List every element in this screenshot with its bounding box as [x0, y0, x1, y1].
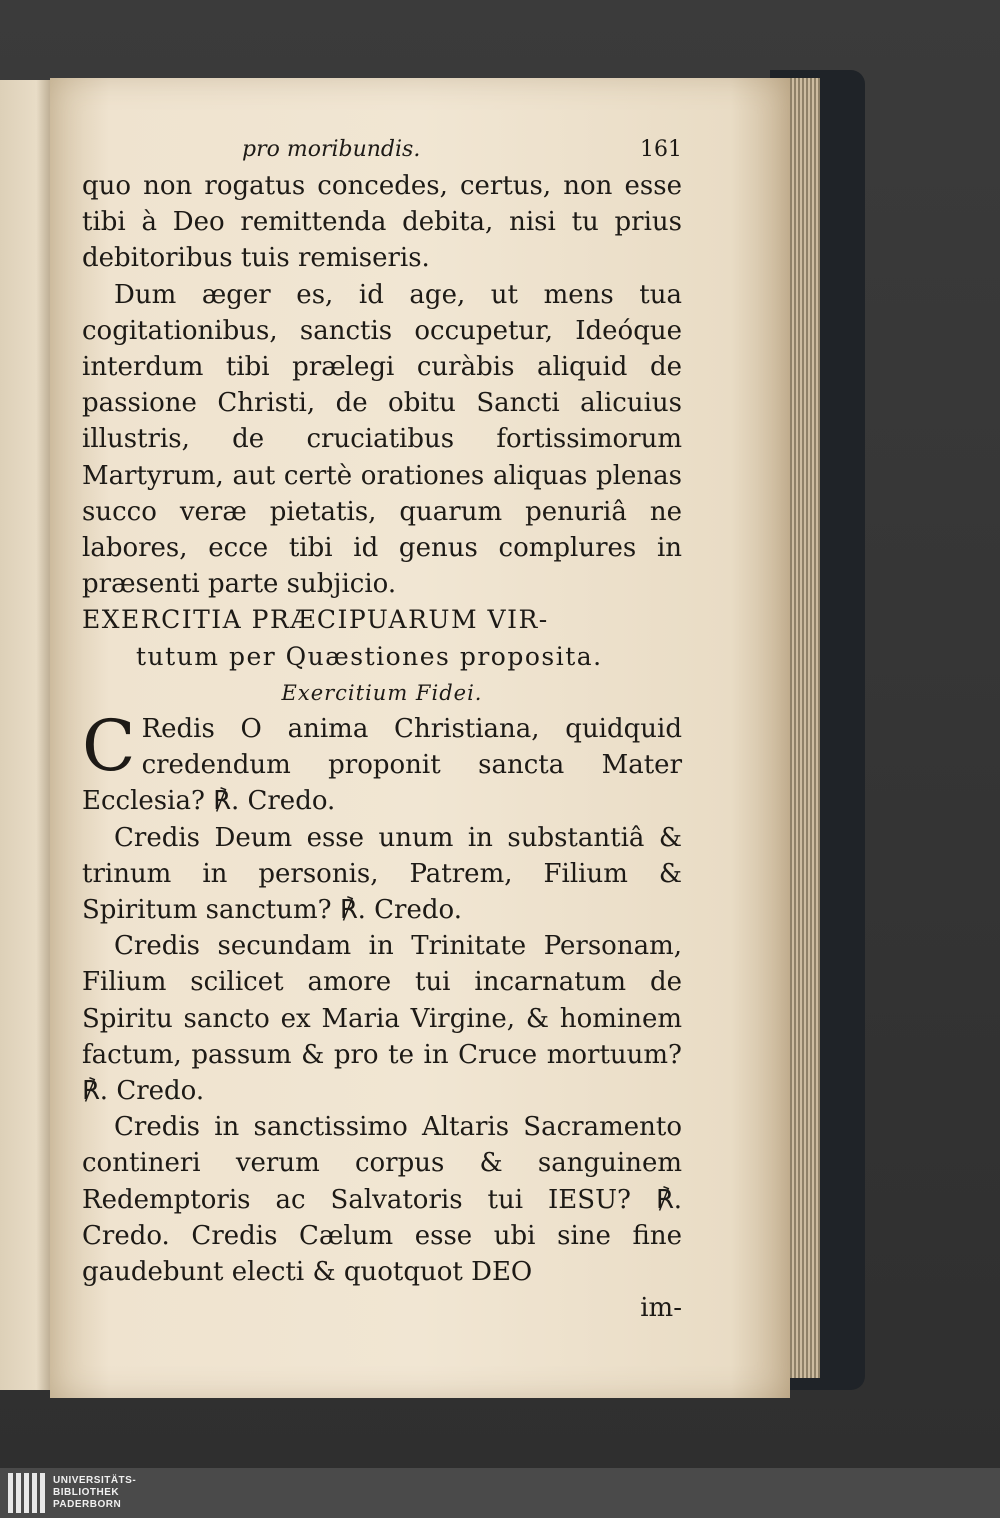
paragraph-5: Credis secundam in Trinitate Personam, Filium scilicet amore tui incarnatum de Spiritu sancto ex Maria Virgine, & hominem factum, passum & pro te in Cruce mortuum? ℟. Credo.: [82, 931, 682, 1107]
section-heading: [82, 602, 682, 674]
page-header: [82, 132, 682, 168]
logo-line-3: PADERBORN: [53, 1499, 122, 1510]
running-title: pro moribundis.: [242, 137, 421, 162]
paragraph-4: Credis Deum esse unum in substantiâ & trinum in personis, Patrem, Filium & Spiritum sanctum? ℟. Credo.: [82, 822, 682, 926]
logo-bars-icon: [8, 1473, 45, 1513]
left-page-edge: [0, 80, 52, 1390]
paragraph-3-text: Redis O anima Christiana, quidquid credendum proponit sancta Mater Ecclesia? ℟. Credo.: [82, 714, 682, 817]
catchword: im-: [640, 1293, 682, 1324]
paragraph-2: Dum æger es, id age, ut mens tua cogitationibus, sanctis occupetur, Ideóque interdum tibi prælegi curàbis aliquid de passione Christi, de obitu Sancti alicuius illustris, de cruciatibus fortissimorum Martyrum, aut certè orationes aliquas plenas succo veræ pietatis, quarum penuriâ ne labores, ecce tibi id genus complures in præsenti parte subjicio.: [82, 279, 682, 600]
heading-line-2: tutum per Quæstiones proposita.: [136, 641, 603, 671]
paragraph-1: quo non rogatus concedes, certus, non esse tibi à Deo remittenda debita, nisi tu prius debitoribus tuis remiseris.: [82, 171, 682, 274]
logo-text: [53, 1475, 136, 1511]
subheading: Exercitium Fidei.: [281, 680, 483, 705]
library-logo: [8, 1473, 136, 1513]
footer-bar: [0, 1468, 1000, 1518]
page-number: 161: [640, 137, 682, 162]
paragraph-6: Credis in sanctissimo Altaris Sacramento contineri verum corpus & sanguinem Redemptoris ac Salvatoris tui IESU? ℟. Credo. Credis Cælum esse ubi sine fine gaudebunt electi & quotquot DEO: [82, 1112, 682, 1288]
logo-line-1: UNIVERSITÄTS-: [53, 1475, 137, 1486]
page-text: [82, 132, 682, 1327]
drop-cap: C: [82, 705, 136, 788]
paragraph-3: [82, 705, 682, 820]
heading-line-1: EXERCITIA PRÆCIPUARUM VIR-: [82, 605, 549, 635]
logo-line-2: BIBLIOTHEK: [53, 1487, 120, 1498]
